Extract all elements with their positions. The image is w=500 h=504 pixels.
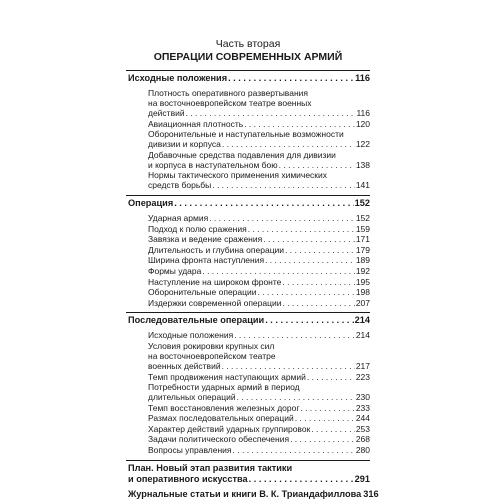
entry-text: Формы удара [148,265,202,276]
entry-text: Подход к полю сражения [148,223,247,234]
entry-text: и корпуса в наступательном бою [148,159,278,170]
page-number: 159 [355,223,370,234]
entry-text: действий [148,108,185,118]
page-number: 192 [355,265,370,276]
page-number: 152 [354,197,370,208]
entry-text: Издержки современной операции [148,297,282,308]
entry-text: Авиационная плотность [148,118,244,129]
page-number: 280 [355,445,370,456]
entry-text: Журнальные статьи и книги В. К. Триандафиллова [128,488,362,499]
toc-entry[interactable] [126,119,370,129]
page-number: 217 [355,360,370,371]
leader-dots [282,298,354,308]
section-heading[interactable] [126,315,370,326]
page-number: 179 [355,244,370,255]
page-number: 189 [355,255,370,266]
entry-text: Оборонительные и наступательные возможности [148,129,344,140]
toc-entry[interactable] [126,150,370,170]
leader-dots [265,255,355,265]
entry-text: Добавочные средства подавления для дивизии [148,149,336,160]
entry-text: длительных операций [148,392,236,403]
leader-dots [265,315,353,326]
page-number: 171 [355,234,370,245]
toc-entry[interactable] [126,298,370,308]
entry-text: Завязка и ведение сражения [148,234,263,245]
leader-dots [290,434,355,444]
page-number: 152 [355,212,370,223]
page-number: 120 [355,118,370,129]
page-number: 244 [355,413,370,424]
toc-section [126,70,370,195]
entry-text: Исходные положения [148,330,234,341]
page-number: 138 [355,159,370,170]
leader-dots [222,139,355,149]
toc-entry[interactable] [126,341,370,371]
toc-entry[interactable] [126,266,370,276]
entry-text: дивизии и корпуса [148,139,221,150]
section-title: Операция [128,197,174,208]
leader-dots [209,213,355,223]
leader-dots [300,403,354,413]
leader-dots [279,160,355,170]
part-label: Часть вторая [215,38,281,50]
page-number: 291 [354,473,370,484]
toc-entry[interactable] [126,403,370,413]
entry-text: Условия рокировки крупных сил [148,340,275,351]
toc-page [126,38,379,504]
leader-dots [234,330,355,340]
toc-entry[interactable] [126,277,370,287]
leader-dots [237,392,355,402]
page-number: 116 [356,108,370,118]
leader-dots [186,108,356,118]
toc-entry[interactable] [126,330,370,340]
entry-text: Вопросы управления [148,445,232,456]
entry-text: Размах последовательных операций [148,413,294,424]
toc-entry[interactable] [126,424,370,434]
page-number: 233 [355,402,370,413]
leader-dots [233,445,355,455]
leader-dots [248,224,355,234]
leader-dots [263,234,355,244]
section-heading[interactable] [126,198,370,209]
page-number: 253 [355,423,370,434]
leader-dots [311,424,355,434]
entry-text: План. Новый этап развития тактики [128,462,293,473]
page-number: 198 [355,287,370,298]
leader-dots [244,119,355,129]
table-of-contents [126,70,379,504]
entry-text: Оборонительные операции [148,287,257,298]
toc-entry[interactable] [126,372,370,382]
entry-text: Темп продвижения наступающих армий [148,371,306,382]
page-number: 214 [354,315,370,326]
page-number: 195 [355,276,370,287]
toc-section [126,312,370,459]
entry-text: Длительность и глубина операции [148,244,285,255]
section-title: Исходные положения [128,73,228,83]
leader-dots [222,361,355,371]
leader-dots [249,474,354,485]
toc-entry[interactable] [126,382,370,402]
entry-text: Потребности ударных армий в период [148,382,300,393]
part-title: ОПЕРАЦИИ СОВРЕМЕННЫХ АРМИЙ [153,51,343,63]
leader-dots [174,198,353,209]
toc-entry[interactable] [126,287,370,297]
page-number: 214 [355,330,370,341]
page-number: 316 [363,488,379,499]
leader-dots [282,277,354,287]
toc-entry[interactable] [126,170,370,190]
entry-text: на восточноевропейском театре [148,350,276,361]
toc-entry[interactable] [126,445,370,455]
toc-entry[interactable] [126,255,370,265]
entry-text: Характер действий ударных группировок [148,423,311,434]
leader-dots [212,180,355,190]
toc-section [126,195,370,312]
entry-text: Задачи политического обеспечения [148,434,290,445]
section-heading[interactable] [126,73,370,84]
entry-text: Ударная армия [148,212,209,223]
page-number: 223 [355,371,370,382]
toc-entry[interactable] [126,434,370,444]
page-number: 122 [355,139,370,150]
toc-entry[interactable] [126,234,370,244]
page-number: 268 [355,434,370,445]
entry-text: Темп восстановления железных дорог [148,402,300,413]
entry-text: на восточноевропейском театре военных [148,98,312,108]
toc-entry[interactable] [126,129,370,149]
toc-entry[interactable] [126,213,370,223]
toc-entry[interactable] [126,88,370,118]
page-number: 207 [355,297,370,308]
closing-entry[interactable] [126,463,370,485]
toc-entry[interactable] [126,413,370,423]
closing-entry[interactable] [126,488,379,500]
entry-text: средств борьбы [148,180,212,191]
toc-closing [126,460,379,504]
entry-text: военных действий [148,360,221,371]
page-number: 141 [355,180,370,191]
leader-dots [228,73,354,84]
leader-dots [307,372,355,382]
page-number: 116 [355,73,370,83]
page-number: 230 [355,392,370,403]
leader-dots [285,245,355,255]
leader-dots [295,413,355,423]
toc-entry[interactable] [126,224,370,234]
entry-text: и оперативного искусства [128,473,248,484]
leader-dots [258,287,355,297]
toc-entry[interactable] [126,245,370,255]
entry-text: Ширина фронта наступления [148,255,265,266]
entry-text: Плотность оперативного развертывания [148,88,308,98]
entry-text: Наступление на широком фронте [148,276,282,287]
entry-text: Нормы тактического применения химических [148,170,328,181]
leader-dots [202,266,354,276]
section-title: Последовательные операции [128,315,265,326]
